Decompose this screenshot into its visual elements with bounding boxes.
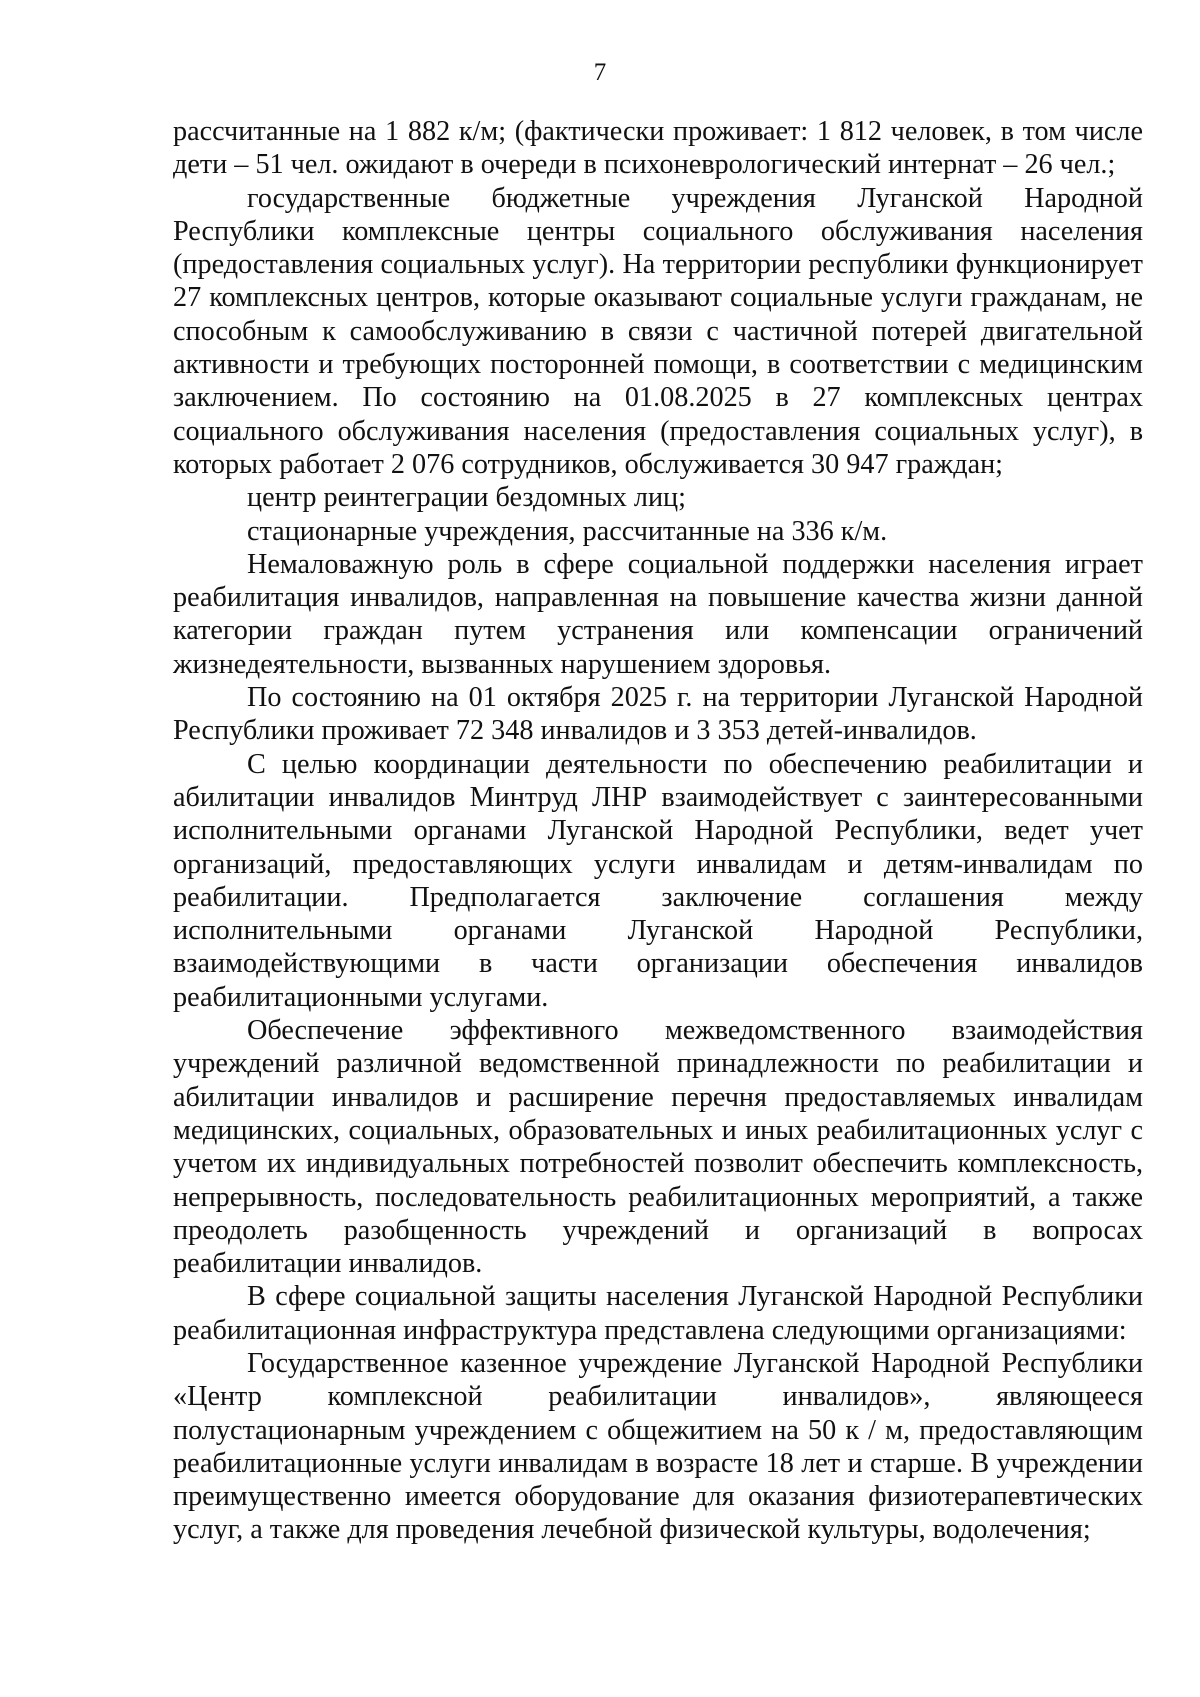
paragraph-disabled-statistics: По состоянию на 01 октября 2025 г. на территории Луганской Народной Республики проживает 72 348 инвалидов и 3 353 детей-инвалидов.: [173, 682, 1143, 747]
paragraph-stationary-institutions: стационарные учреждения, рассчитанные на 336 к/м.: [247, 515, 888, 547]
paragraph-infrastructure: В сфере социальной защиты населения Луганской Народной Республики реабилитационная инфраструктура представлена следующими организациями:: [173, 1281, 1143, 1346]
page-number: 7: [593, 59, 607, 86]
paragraph-continuation: рассчитанные на 1 882 к/м; (фактически проживает: 1 812 человек, в том числе дети – 51 чел. ожидают в очереди в психоневрологический интернат – 26 чел.;: [173, 116, 1143, 181]
paragraph-interagency-cooperation: Обеспечение эффективного межведомственного взаимодействия учреждений различной ведомственной принадлежности по реабилитации и абилитации инвалидов и расширение перечня предоставляемых инвалидам медицинских, социальных, образовательных и иных реабилитационных услуг с учетом их индивидуальных потребностей позволит обеспечить комплексность, непрерывность, последовательность реабилитационных мероприятий, а также преодолеть разобщенность учреждений и организаций в вопросах реабилитации инвалидов.: [173, 1015, 1143, 1280]
document-body: [173, 115, 1143, 1547]
paragraph-reintegration-center: центр реинтеграции бездомных лиц;: [247, 482, 686, 514]
paragraph-coordination: С целью координации деятельности по обеспечению реабилитации и абилитации инвалидов Минтруд ЛНР взаимодействует с заинтересованными исполнительными органами Луганской Народной Республики, ведет учет организаций, предоставляющих услуги инвалидам и детям-инвалидам по реабилитации. Предполагается заключение соглашения между исполнительными органами Луганской Народной Республики, взаимодействующими в части организации обеспечения инвалидов реабилитационными услугами.: [173, 748, 1143, 1013]
paragraph-rehabilitation-role: Немаловажную роль в сфере социальной поддержки населения играет реабилитация инвалидов, направленная на повышение качества жизни данной категории граждан путем устранения или компенсации ограничений жизнедеятельности, вызванных нарушением здоровья.: [173, 548, 1143, 680]
paragraph-rehabilitation-center: Государственное казенное учреждение Луганской Народной Республики «Центр комплексной реабилитации инвалидов», являющееся полустационарным учреждением с общежитием на 50 к / м, предоставляющим реабилитационные услуги инвалидам в возрасте 18 лет и старше. В учреждении преимущественно имеется оборудование для оказания физиотерапевтических услуг, а также для проведения лечебной физической культуры, водолечения;: [173, 1347, 1143, 1546]
paragraph-complex-centers: государственные бюджетные учреждения Луганской Народной Республики комплексные центры социального обслуживания населения (предоставления социальных услуг). На территории республики функционирует 27 комплексных центров, которые оказывают социальные услуги гражданам, не способным к самообслуживанию в связи с частичной потерей двигательной активности и требующих посторонней помощи, в соответствии с медицинским заключением. По состоянию на 01.08.2025 в 27 комплексных центрах социального обслуживания населения (предоставления социальных услуг), в которых работает 2 076 сотрудников, обслуживается 30 947 граждан;: [173, 182, 1143, 480]
